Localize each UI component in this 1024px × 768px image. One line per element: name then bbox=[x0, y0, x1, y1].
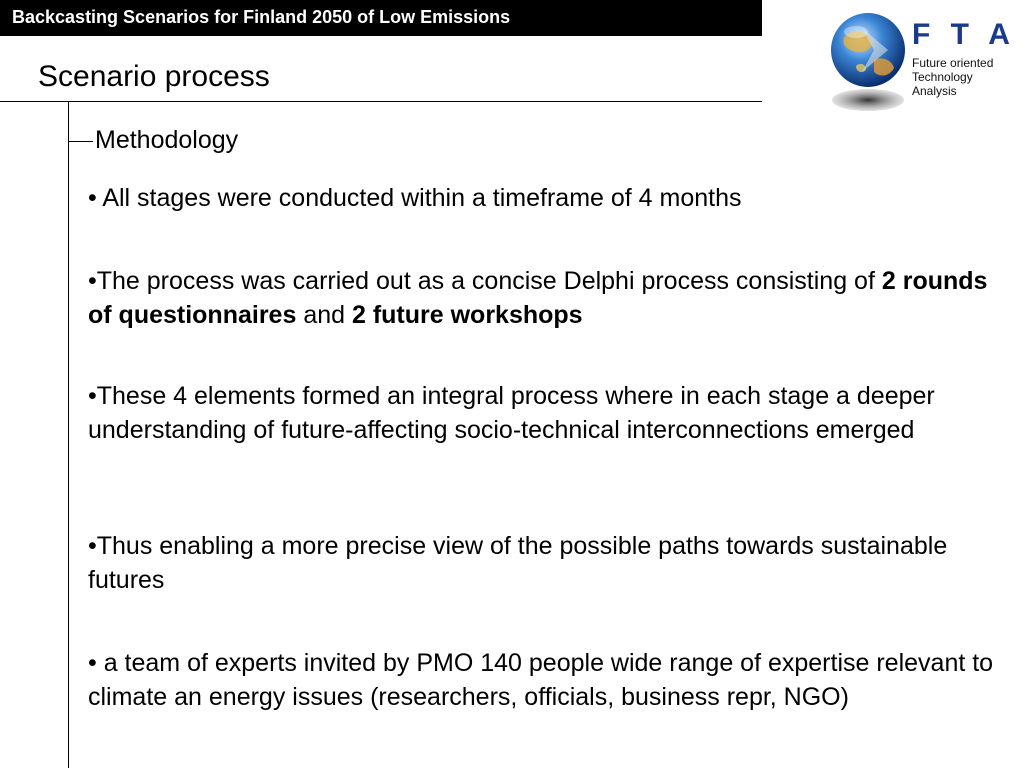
bullet-text: • All stages were conducted within a timeframe of 4 months bbox=[88, 184, 742, 212]
bullet-text: •The process was carried out as a concise Delphi process consisting of bbox=[88, 267, 882, 295]
header-banner bbox=[0, 0, 762, 36]
bullet-item bbox=[88, 529, 998, 597]
bullet-text: •Thus enabling a more precise view of the possible paths towards sustainable futures bbox=[88, 532, 948, 594]
title-divider bbox=[0, 101, 762, 102]
banner-title: Backcasting Scenarios for Finland 2050 of Low Emissions bbox=[12, 7, 511, 27]
section-tick bbox=[68, 141, 93, 142]
logo-wordmark: F T A bbox=[912, 18, 1016, 51]
bullet-bold-text: 2 rounds of questionnaires bbox=[88, 267, 988, 329]
bullet-item bbox=[88, 646, 998, 714]
page-title: Scenario process bbox=[38, 60, 270, 93]
logo-subtitle-line3: Analysis bbox=[912, 84, 957, 98]
globe-icon bbox=[826, 8, 910, 118]
section-heading: Methodology bbox=[95, 126, 239, 154]
vertical-divider bbox=[68, 101, 69, 768]
fta-logo bbox=[826, 8, 1016, 118]
logo-subtitle-line1: Future oriented bbox=[912, 56, 994, 70]
bullet-text: • a team of experts invited by PMO 140 people wide range of expertise relevant to climate an energy issues (researchers, officials, business repr, NGO) bbox=[88, 649, 994, 711]
bullet-bold-text: 2 future workshops bbox=[351, 301, 583, 329]
bullet-item bbox=[88, 379, 998, 447]
bullet-text: and bbox=[296, 301, 352, 329]
bullet-item bbox=[88, 264, 998, 332]
bullet-text: •These 4 elements formed an integral process where in each stage a deeper understanding of future-affecting socio-technical interconnections emerged bbox=[88, 382, 935, 444]
bullet-item bbox=[88, 181, 998, 215]
logo-subtitle-line2: Technology bbox=[912, 70, 973, 84]
